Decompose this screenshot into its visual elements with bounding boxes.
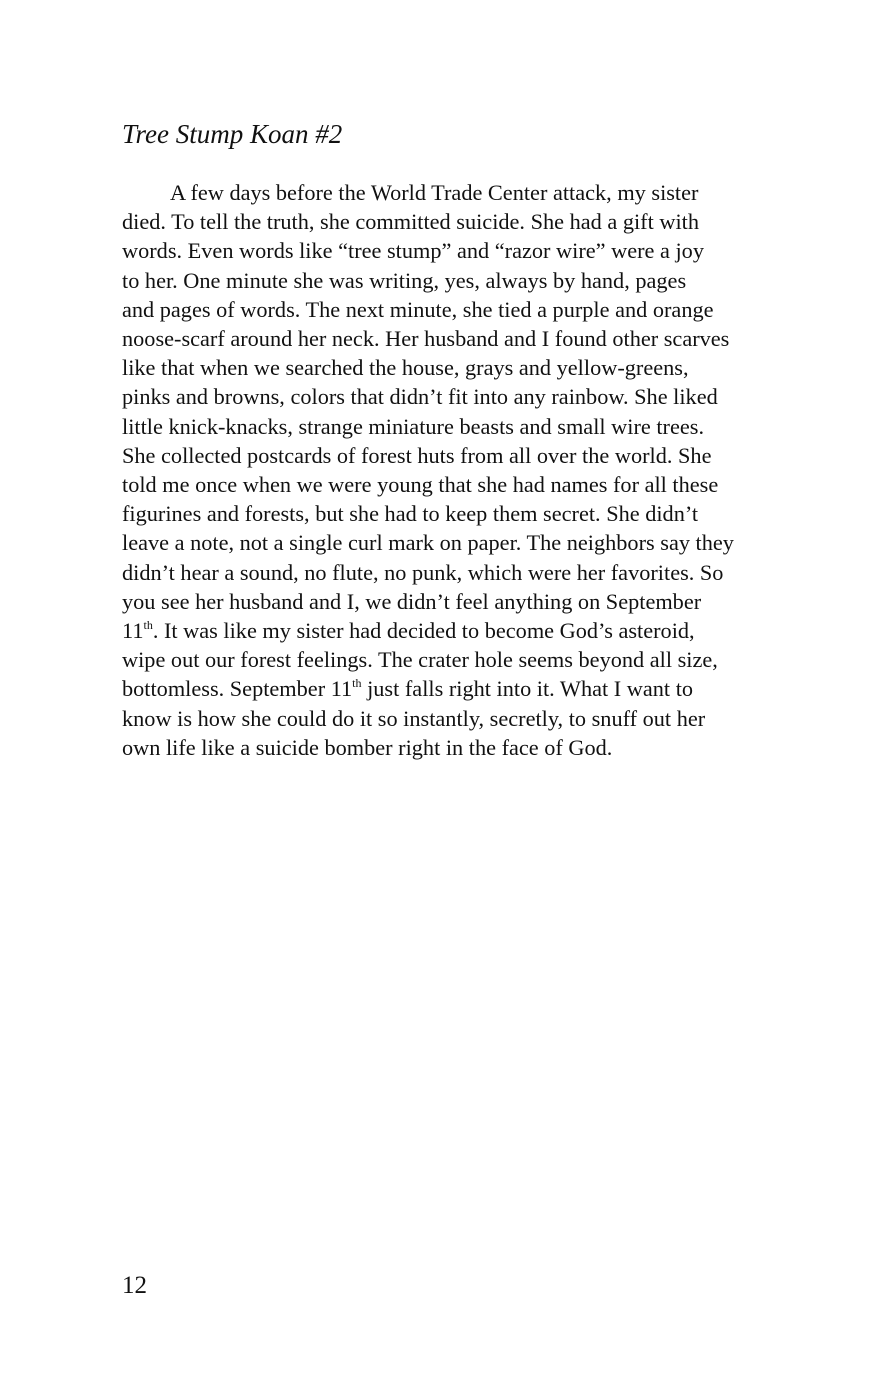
text-line: A few days before the World Trade Center attack, my sister	[170, 180, 699, 205]
text-line	[122, 616, 782, 645]
ordinal-suffix: th	[352, 676, 362, 691]
text-line: told me once when we were young that she had names for all these	[122, 472, 719, 498]
text-line: to her. One minute she was writing, yes, always by hand, pages	[122, 267, 687, 293]
text-line: She collected postcards of forest huts from all over the world. She	[122, 442, 712, 468]
text-line: little knick-knacks, strange miniature beasts and small wire trees.	[122, 413, 705, 439]
text-line: words. Even words like “tree stump” and “razor wire” were a joy	[122, 238, 704, 264]
text-line: know is how she could do it so instantly, secretly, to snuff out her	[122, 705, 706, 731]
text-segment: 11	[122, 618, 144, 644]
text-segment: bottomless. September 11	[122, 676, 353, 702]
prose-paragraph	[122, 178, 782, 762]
text-line: and pages of words. The next minute, she tied a purple and orange	[122, 296, 714, 322]
text-line	[122, 674, 782, 703]
text-line: died. To tell the truth, she committed suicide. She had a gift with	[122, 209, 700, 235]
text-line: wipe out our forest feelings. The crater hole seems beyond all size,	[122, 647, 718, 673]
text-line: you see her husband and I, we didn’t feel anything on September	[122, 588, 702, 614]
text-segment: just falls right into it. What I want to	[361, 676, 694, 702]
text-line: didn’t hear a sound, no flute, no punk, which were her favorites. So	[122, 559, 724, 585]
text-line: noose-scarf around her neck. Her husband and I found other scarves	[122, 326, 730, 352]
page-number: 12	[122, 1272, 147, 1299]
text-line: own life like a suicide bomber right in the face of God.	[122, 734, 613, 760]
ordinal-suffix: th	[143, 618, 153, 633]
poem-title: Tree Stump Koan #2	[122, 119, 343, 149]
text-line: pinks and browns, colors that didn’t fit into any rainbow. She liked	[122, 384, 718, 410]
text-line: leave a note, not a single curl mark on paper. The neighbors say they	[122, 530, 734, 556]
text-line: like that when we searched the house, grays and yellow-greens,	[122, 355, 689, 381]
text-line: figurines and forests, but she had to keep them secret. She didn’t	[122, 501, 699, 527]
text-segment: . It was like my sister had decided to become God’s asteroid,	[152, 618, 695, 644]
